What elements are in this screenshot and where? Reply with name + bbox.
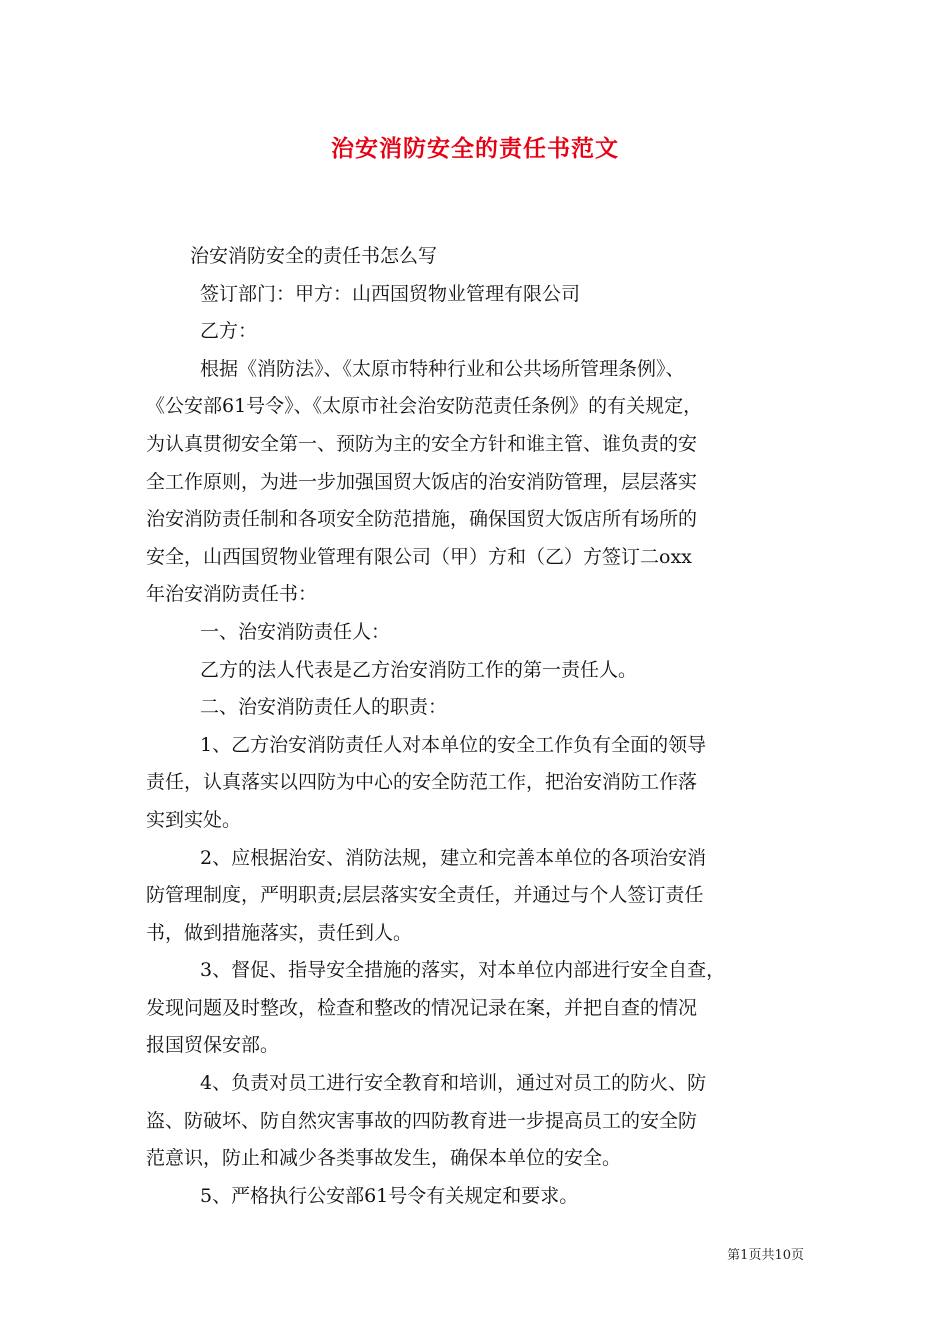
body-line: 2、应根据治安、消防法规，建立和完善本单位的各项治安消 [200, 846, 707, 869]
body-line: 二、治安消防责任人的职责： [200, 696, 448, 719]
body-line: 为认真贯彻安全第一、预防为主的安全方针和谁主管、谁负责的安 [146, 432, 698, 455]
body-line: 发现问题及时整改，检查和整改的情况记录在案，并把自查的情况 [146, 996, 698, 1019]
body-line: 一、治安消防责任人： [200, 620, 391, 643]
body-line: 盗、防破坏、防自然灾害事故的四防教育进一步提高员工的安全防 [146, 1109, 698, 1132]
page-number-footer: 第1页共10页 [727, 1248, 804, 1263]
body-line: 5、严格执行公安部61号令有关规定和要求。 [200, 1184, 579, 1207]
body-line: 全工作原则，为进一步加强国贸大饭店的治安消防管理，层层落实 [146, 470, 698, 493]
body-line: 范意识，防止和减少各类事故发生，确保本单位的安全。 [146, 1147, 622, 1170]
body-line: 防管理制度，严明职责;层层落实安全责任，并通过与个人签订责任 [146, 884, 704, 907]
body-line: 责任，认真落实以四防为中心的安全防范工作，把治安消防工作落 [146, 771, 698, 794]
body-line: 乙方： [200, 320, 258, 343]
body-line: 治安消防责任制和各项安全防范措施，确保国贸大饭店所有场所的 [146, 508, 698, 531]
document-body [146, 238, 804, 1215]
body-line: 书，做到措施落实，责任到人。 [146, 921, 413, 944]
body-line: 安全，山西国贸物业管理有限公司（甲）方和（乙）方签订二oxx [146, 545, 692, 568]
body-line: 3、督促、指导安全措施的落实，对本单位内部进行安全自查， [200, 959, 726, 982]
body-line: 治安消防安全的责任书怎么写 [190, 245, 438, 267]
body-line: 实到实处。 [146, 808, 242, 831]
document-title: 治安消防安全的责任书范文 [331, 135, 619, 162]
body-line: 乙方的法人代表是乙方治安消防工作的第一责任人。 [200, 658, 638, 681]
body-line: 《公安部61号令》、《太原市社会治安防范责任条例》的有关规定， [146, 395, 703, 418]
body-line: 根据《消防法》、《太原市特种行业和公共场所管理条例》、 [200, 357, 685, 380]
body-line: 1、乙方治安消防责任人对本单位的安全工作负有全面的领导 [200, 733, 707, 756]
body-line: 报国贸保安部。 [146, 1034, 280, 1057]
body-line: 年治安消防责任书： [146, 583, 318, 606]
body-line: 签订部门：甲方：山西国贸物业管理有限公司 [200, 282, 581, 305]
body-line: 4、负责对员工进行安全教育和培训，通过对员工的防火、防 [200, 1072, 707, 1095]
